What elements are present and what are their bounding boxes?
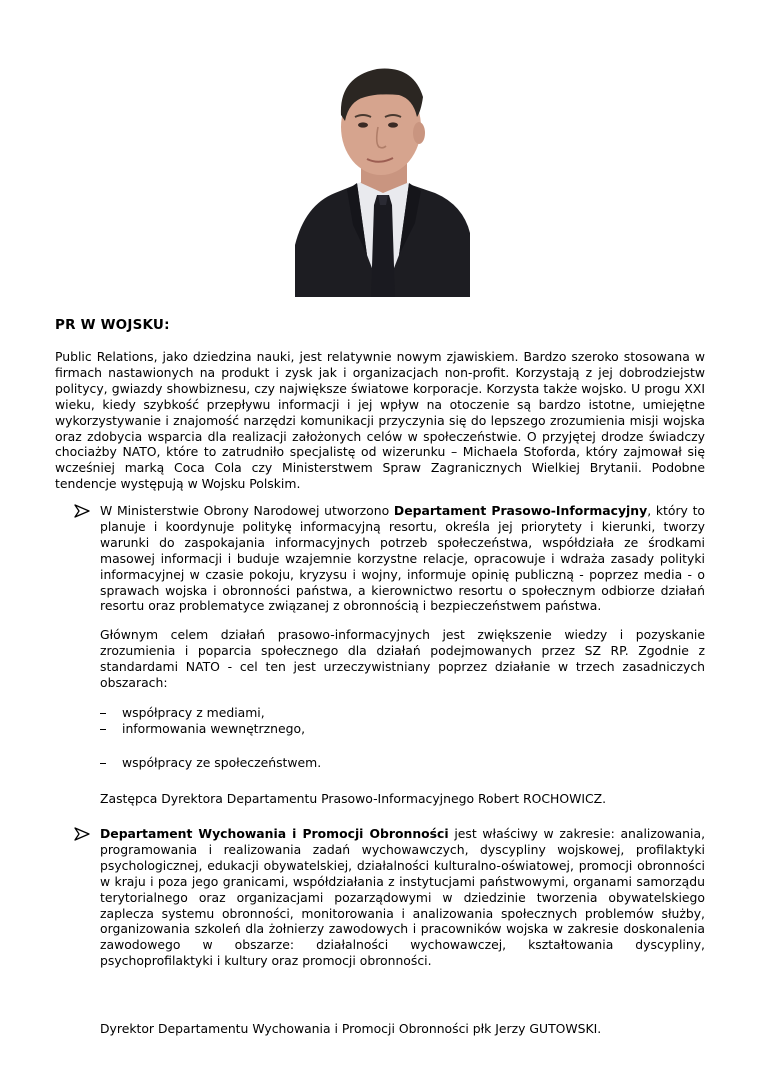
- portrait-photo: [295, 55, 470, 297]
- press-department-paragraph: [100, 503, 705, 614]
- press-aims-paragraph: Głównym celem działań prasowo-informacyjnych jest zwiększenie wiedzy i pozyskanie zrozumienia i poparcia społecznego dla działań podejmowanych przez SZ RP. Zgodnie z standardami NATO - cel ten jest urzeczywistniany poprzez działanie w trzech zasadniczych obszarach:: [100, 627, 705, 690]
- education-department-description: jest właściwy w zakresie: analizowania, programowania i realizowania zadań wychowawczych, dyscypliny wojskowej, profilaktyki psychologicznej, edukacji obywatelskiej, działalności kulturalno-oświatowej, promocji obronności w kraju i poza jego granicami, współdziałania z instytucjami państwowymi, organami samorządu terytorialnego oraz organizacjami pozarządowymi w dziedzinie tworzenia obywatelskiego zaplecza systemu obronności, monitorowania i analizowania społecznych problemów służby, organizowania szkoleń dla żołnierzy zawodowych i pracowników wojska w zakresie doskonalenia zawodowego w obszarze: działalności wychowawczej, kształtowania dyscypliny, psychoprofilaktyki i kultury oraz promocji obronności.: [100, 826, 706, 969]
- section-heading: PR W WOJSKU:: [55, 317, 170, 333]
- press-department-description: , który to planuje i koordynuje politykę informacyjną resortu, określa jej priorytety i kierunki, tworzy warunki do zaspokajania informacyjnych potrzeb społeczeństwa, współdziała ze środkami masowej informacji i buduje wzajemnie korzystne relacje, opracowuje i wdraża zasady polityki informacyjnej w czasie pokoju, kryzysu i wojny, informuje opinię publiczną - poprzez media - o sprawach wojska i obronności państwa, a kierownictwo resortu o społecznym odbiorze działań resortu oraz problematyce związanej z obronnością i bezpieczeństwem państwa.: [100, 503, 706, 614]
- dash-bullet-icon: [100, 713, 106, 714]
- education-department-paragraph: [100, 826, 705, 969]
- press-department-prefix: W Ministerstwie Obrony Narodowej utworzono: [100, 503, 394, 518]
- arrow-bullet-icon: [74, 504, 90, 518]
- education-department-name: Departament Wychowania i Promocji Obronności: [100, 826, 449, 841]
- arrow-bullet-icon: [74, 827, 90, 841]
- dash-bullet-icon: [100, 729, 106, 730]
- deputy-director-line: Zastępca Dyrektora Departamentu Prasowo-Informacyjnego Robert ROCHOWICZ.: [100, 791, 607, 806]
- dash-bullet-icon: [100, 763, 106, 764]
- document-page: PR W WOJSKU: Public Relations, jako dziedzina nauki, jest relatywnie nowym zjawiskiem. Bardzo szeroko stosowana w firmach nastawionych na produkt i zysk jak i organizacjach non-profit. Korzystają z jej dobrodziejstw politycy, gwiazdy showbiznesu, czy największe światowe korporacje. Korzysta także wojsko. U progu XXI wieku, kiedy szybkość przepływu informacji i jej wpływ na otoczenie są bardzo istotne, umiejętne wykorzystywanie i znajomość narzędzi komunikacji przyczynia się do lepszego zrozumienia misji wojska oraz zdobycia wsparcia dla realizacji założonych celów w społeczeństwie. O przyjętej drodze świadczy chociażby NATO, które to zatrudniło specjalistę od wizerunku – Michaela Stoforda, który zajmował się wcześniej marką Coca Cola czy Ministerstwem Spraw Zagranicznych Wielkiej Brytanii. Podobne tendencje występują w Wojsku Polskim. W Ministerstwie Obrony Narodowej utworzono Departament Prasowo-Informacyjny, który to planuje i koordynuje politykę informacyjną resortu, określa jej priorytety i kierunki, tworzy warunki do zaspokajania informacyjnych potrzeb społeczeństwa, współdziała ze środkami masowej informacji i buduje wzajemnie korzystne relacje, opracowuje i wdraża zasady polityki informacyjnej w czasie pokoju, kryzysu i wojny, informuje opinię publiczną - poprzez media - o sprawach wojska i obronności państwa, a kierownictwo resortu o społecznym odbiorze działań resortu oraz problematyce związanej z obronnością i bezpieczeństwem państwa. Głównym celem działań prasowo-informacyjnych jest zwiększenie wiedzy i pozyskanie zrozumienia i poparcia społecznego dla działań podejmowanych przez SZ RP. Zgodnie z standardami NATO - cel ten jest urzeczywistniany poprzez działanie w trzech zasadniczych obszarach: współpracy z mediami, informowania wewnętrznego, współpracy ze społeczeństwem. Zastępca Dyrektora Departamentu Prasowo-Informacyjnego Robert ROCHOWICZ. Departament Wychowania i Promocji Obronności jest właściwy w zakresie: analizowania, programowania i realizowania zadań wychowawczych, dyscypliny wojskowej, profilaktyki psychologicznej, edukacji obywatelskiej, działalności kulturalno-oświatowej, promocji obronności w kraju i poza jego granicami, współdziałania z instytucjami państwowymi, organami samorządu terytorialnego oraz organizacjami pozarządowymi w dziedzinie tworzenia obywatelskiego zaplecza systemu obronności, monitorowania i analizowania społecznych problemów służby, organizowania szkoleń dla żołnierzy zawodowych i pracowników wojska w zakresie doskonalenia zawodowego w obszarze: działalności wychowawczej, kształtowania dyscypliny, psychoprofilaktyki i kultury oraz promocji obronności. Dyrektor Departamentu Wychowania i Promocji Obronności płk Jerzy GUTOWSKI.: [0, 0, 760, 1075]
- intro-paragraph: Public Relations, jako dziedzina nauki, jest relatywnie nowym zjawiskiem. Bardzo szeroko stosowana w firmach nastawionych na produkt i zysk jak i organizacjach non-profit. Korzystają z jej dobrodziejstw politycy, gwiazdy showbiznesu, czy największe światowe korporacje. Korzysta także wojsko. U progu XXI wieku, kiedy szybkość przepływu informacji i jej wpływ na otoczenie są bardzo istotne, umiejętne wykorzystywanie i znajomość narzędzi komunikacji przyczynia się do lepszego zrozumienia misji wojska oraz zdobycia wsparcia dla realizacji założonych celów w społeczeństwie. O przyjętej drodze świadczy chociażby NATO, które to zatrudniło specjalistę od wizerunku – Michaela Stoforda, który zajmował się wcześniej marką Coca Cola czy Ministerstwem Spraw Zagranicznych Wielkiej Brytanii. Podobne tendencje występują w Wojsku Polskim.: [55, 349, 705, 492]
- press-department-name: Departament Prasowo-Informacyjny: [393, 503, 648, 518]
- director-line: Dyrektor Departamentu Wychowania i Promocji Obronności płk Jerzy GUTOWSKI.: [100, 1021, 602, 1036]
